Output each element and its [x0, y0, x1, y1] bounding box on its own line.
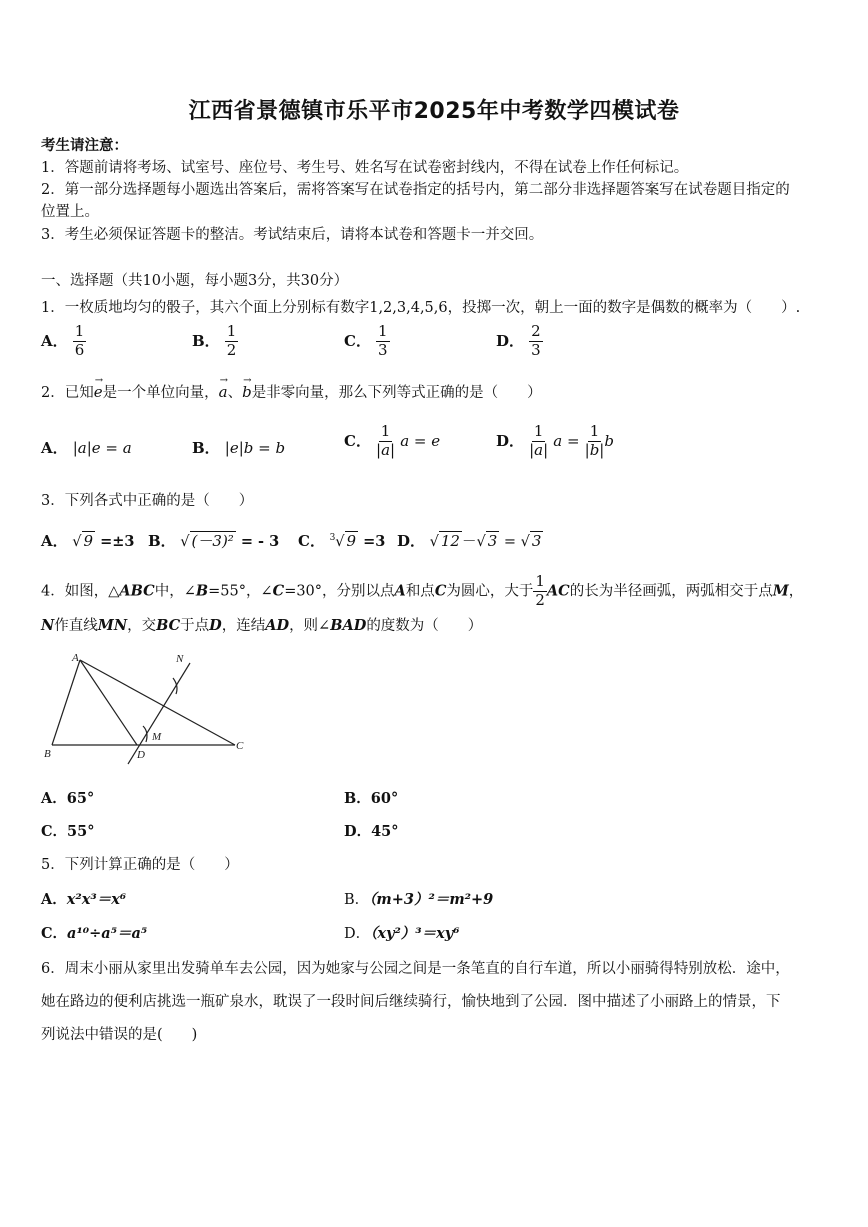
label-c: C	[236, 740, 244, 752]
q2-option-b[interactable]: B． |e|b = b	[192, 439, 286, 457]
fraction: $\frac{2}{3}$	[531, 322, 541, 359]
fraction: $\frac{1}{|a|}$	[376, 422, 396, 459]
q5-option-a[interactable]: A．x²x³＝x⁶	[41, 891, 127, 908]
q4-option-a[interactable]: A．65°	[41, 790, 95, 807]
q5-option-d[interactable]: D．（xy²）³＝xy⁶	[344, 925, 460, 942]
notice-item-2-cont: 位置上。	[41, 204, 99, 220]
q3-option-d[interactable]: D． √ 12 －√ 3 = √ 3	[397, 532, 542, 550]
q6-stem-line1: 6．周末小丽从家里出发骑单车去公园，因为她家与公园之间是一条笔直的自行车道，所以小丽骑得特别放松．途中，	[41, 961, 790, 977]
fraction: $\frac{1}{3}$	[378, 322, 388, 359]
q3-option-a[interactable]: A． √ 9 =±3	[41, 532, 135, 550]
q6-stem-line3: 列说法中错误的是( )	[41, 1027, 198, 1043]
arc-n	[173, 678, 177, 694]
label-d: D	[137, 749, 145, 761]
q1-option-a[interactable]	[41, 324, 86, 359]
q4-option-d[interactable]: D．45°	[344, 823, 399, 840]
vector-e: → e	[93, 375, 104, 401]
q2-option-a[interactable]: A． |a|e = a	[41, 439, 132, 457]
q3-stem: 3．下列各式中正确的是（ ）	[41, 493, 254, 509]
q4-stem-line1: 4．如图，△ABC中，∠B=55°，∠C=30°，分别以点A和点C为圆心，大于 $\frac{1}{2}$ AC的长为半径画弧，两弧相交于点M，	[41, 572, 804, 609]
q1-option-c[interactable]	[344, 324, 390, 359]
fraction: $\frac{1}{2}$	[535, 572, 545, 609]
option-label: D．	[496, 331, 525, 350]
q3-option-b[interactable]: B． √ (－3)² = - 3	[148, 532, 280, 550]
notice-item-3: 3．考生必须保证答题卡的整洁。考试结束后，请将本试卷和答题卡一并交回。	[41, 227, 544, 243]
q6-stem-line2: 她在路边的便利店挑选一瓶矿泉水，耽误了一段时间后继续骑行，愉快地到了公园．图中描述了小丽路上的情景，下	[41, 994, 781, 1010]
fraction: $\frac{1}{|a|}$	[529, 422, 549, 459]
fraction: $\frac{1}{2}$	[226, 322, 237, 359]
fraction: $\frac{1}{|b|}$	[584, 422, 605, 459]
label-n: N	[176, 653, 184, 665]
q1-stem: 1．一枚质地均匀的骰子，其六个面上分别标有数字1,2,3,4,5,6，投掷一次，朝上一面的数字是偶数的概率为（ ）.	[41, 300, 801, 316]
q4-stem-line2: N作直线MN，交BC于点D，连结AD，则∠BAD的度数为（ ）	[41, 617, 483, 634]
q1-option-b[interactable]	[192, 324, 238, 359]
option-label: B．	[192, 331, 220, 350]
q4-option-b[interactable]: B．60°	[344, 790, 399, 807]
option-label: A．	[41, 331, 68, 350]
q5-option-c[interactable]: C．a¹⁰÷a⁵＝a⁵	[41, 925, 148, 942]
notice-heading: 考生请注意：	[41, 137, 128, 154]
segment-ad	[80, 660, 137, 745]
notice-item-1: 1．答题前请将考场、试室号、座位号、考生号、姓名写在试卷密封线内，不得在试卷上作任何标记。	[41, 160, 689, 176]
triangle-figure	[40, 648, 255, 770]
q2-option-c[interactable]: C． $\frac{1}{|a|}$ a = e	[344, 422, 441, 459]
q5-stem: 5．下列计算正确的是（ ）	[41, 857, 239, 873]
label-m: M	[152, 731, 162, 743]
q2-stem: 2．已知 → e是一个单位向量， → a、 → b是非零向量，那么下列等式正确的是（ ）	[41, 375, 542, 401]
q3-option-c[interactable]: C． $^3$√ 9 =3	[298, 532, 386, 550]
q5-option-b[interactable]: B．（m+3）²＝m²+9	[344, 891, 494, 908]
section-heading: 一、选择题（共10小题，每小题3分，共30分）	[41, 273, 349, 289]
q2-option-b-formula: |e|b = b	[224, 439, 286, 457]
fraction: $\frac{1}{6}$	[74, 322, 85, 359]
label-b: B	[44, 748, 51, 760]
option-label: C．	[344, 331, 371, 350]
q4-option-c[interactable]: C．55°	[41, 823, 95, 840]
q2-option-a-formula: |a|e = a	[72, 439, 132, 457]
page-title: 江西省景德镇市乐平市2025年中考数学四模试卷	[188, 99, 680, 124]
q1-option-d[interactable]	[496, 324, 543, 359]
label-a: A	[72, 652, 79, 664]
notice-item-2: 2．第一部分选择题每小题选出答案后，需将答案写在试卷指定的括号内，第二部分非选择题答案写在试卷题目指定的	[41, 182, 790, 198]
q2-option-d[interactable]: D． $\frac{1}{|a|}$ a = $\frac{1}{|b|}$ b	[496, 422, 614, 459]
side-ab	[52, 660, 80, 745]
